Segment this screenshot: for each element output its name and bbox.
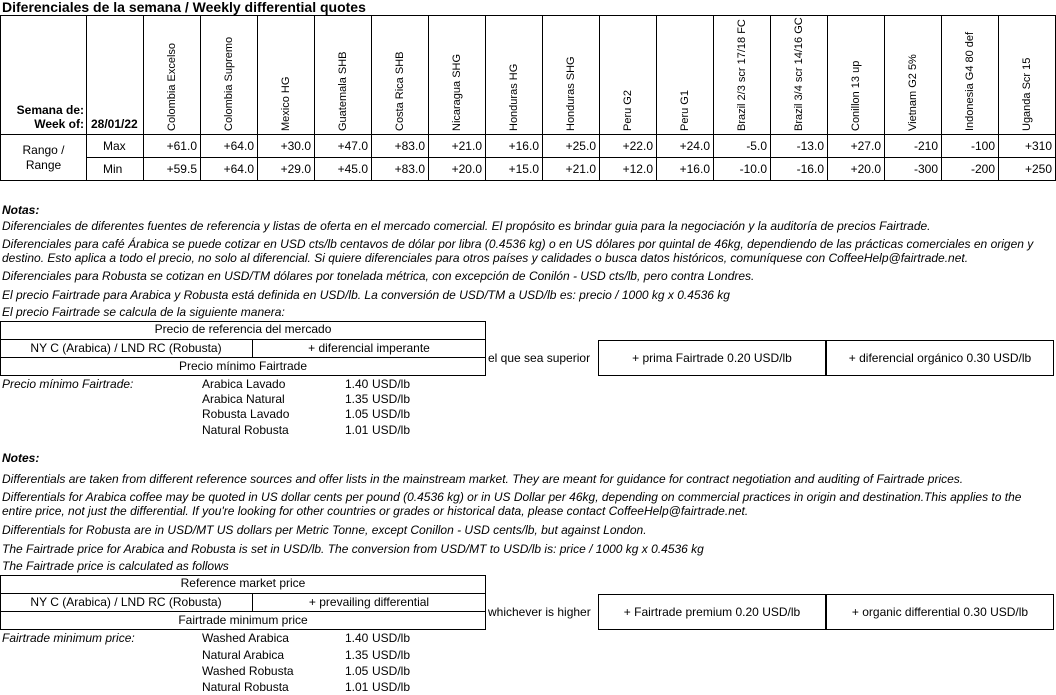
min-item-unit: USD/lb — [372, 377, 411, 391]
note-line: Diferenciales de diferentes fuentes de referencia y listas de oferta en el mercado comercial. El propósito es brindar guia para la negociación y la auditoría de precios Fairtrade. — [2, 219, 931, 233]
table-cell: +64.0 — [201, 135, 258, 158]
min-item-value: 1.40 — [345, 377, 369, 391]
column-header: Mexico HG — [258, 16, 315, 135]
column-header: Brazil 2/3 scr 17/18 FC — [714, 16, 771, 135]
min-item-unit: USD/lb — [372, 423, 411, 437]
table-cell: +20.0 — [828, 158, 885, 181]
table-cell: +24.0 — [657, 135, 714, 158]
header-row — [1, 16, 1056, 135]
row-label-min: Min — [87, 158, 144, 181]
column-header: Conillon 13 up — [828, 16, 885, 135]
table-cell: +30.0 — [258, 135, 315, 158]
column-header: Brazil 3/4 scr 14/16 GC — [771, 16, 828, 135]
table-cell: -300 — [885, 158, 942, 181]
table-cell: +12.0 — [600, 158, 657, 181]
min-item-name: Washed Arabica — [202, 631, 289, 645]
whichever-en: whichever is higher — [488, 605, 591, 619]
min-label-en: Fairtrade minimum price: — [2, 631, 135, 645]
table-cell: +61.0 — [144, 135, 201, 158]
table-cell: -200 — [942, 158, 999, 181]
column-header: Honduras SHG — [543, 16, 600, 135]
week-date: 28/01/22 — [87, 16, 144, 135]
table-cell: +25.0 — [543, 135, 600, 158]
note-line: Differentials for Arabica coffee may be quoted in US dollar cents per pound (0.4536 kg) or in US Dollar per 46kg, depending on commercial practices in origin and destination.This applies to the entire price, not just the differential. If you're looking for other countries or grades or historical data, please contact CoffeeHelp@fairtrade.net. — [2, 490, 1022, 518]
week-label: Semana de: Week of: — [1, 16, 87, 135]
min-item-name: Arabica Lavado — [202, 377, 286, 391]
column-header: Guatemala SHB — [315, 16, 372, 135]
organic-box-es: + diferencial orgánico 0.30 USD/lb — [826, 340, 1054, 376]
plus-diff-es: + diferencial imperante — [308, 341, 430, 355]
row-label-max: Max — [87, 135, 144, 158]
min-item-value: 1.40 — [345, 631, 369, 645]
divider — [0, 339, 486, 340]
table-cell: +250 — [999, 158, 1056, 181]
min-item-name: Robusta Lavado — [202, 407, 290, 421]
table-cell: +21.0 — [543, 158, 600, 181]
divider — [0, 611, 486, 612]
min-item-unit: USD/lb — [372, 664, 411, 678]
note-line: Differentials are taken from different reference sources and offer lists in the mainstream market. They are meant for guidance for contract negotiation and auditing of Fairtrade prices. — [2, 472, 964, 486]
table-cell: +16.0 — [486, 135, 543, 158]
divider — [0, 593, 486, 594]
min-item-unit: USD/lb — [372, 407, 411, 421]
table-cell: +310 — [999, 135, 1056, 158]
table-cell: -13.0 — [771, 135, 828, 158]
min-item-value: 1.01 — [345, 423, 369, 437]
note-line: Diferenciales para café Árabica se puede cotizar en USD cts/lb centavos de dólar por libra (0.4536 kg) o en US dólares por quintal de 46kg, dependiendo de las prácticas comerciales en origen y destino. Esto aplica a todo el precio, no solo al diferencial. Si quiere diferenciales para otros países y calidades o busca datos históricos, comuníquese con CoffeeHelp@fairtrade.net. — [2, 237, 1034, 265]
divider — [0, 357, 486, 358]
ref-price-en: Reference market price — [180, 576, 306, 590]
table-cell: +45.0 — [315, 158, 372, 181]
table-cell: +20.0 — [429, 158, 486, 181]
note-line: Differentials for Robusta are in USD/MT US dollars per Metric Tonne, except Conillon - USD cents/lb, but against London. — [2, 523, 647, 537]
table-cell: +47.0 — [315, 135, 372, 158]
page-title: Diferenciales de la semana / Weekly differential quotes — [2, 0, 366, 15]
table-cell: +22.0 — [600, 135, 657, 158]
min-item-unit: USD/lb — [372, 680, 411, 694]
market-en: NY C (Arabica) / LND RC (Robusta) — [30, 595, 222, 609]
range-label: Rango / Range — [1, 135, 87, 181]
table-cell: -16.0 — [771, 158, 828, 181]
table-cell: +83.0 — [372, 158, 429, 181]
column-header: Peru G2 — [600, 16, 657, 135]
min-item-unit: USD/lb — [372, 648, 411, 662]
min-item-name: Natural Robusta — [202, 423, 289, 437]
differentials-table — [0, 15, 1056, 181]
note-line: The Fairtrade price for Arabica and Robusta is set in USD/lb. The conversion from USD/MT to USD/lb is: price / 1000 kg x 0.4536 kg — [2, 542, 704, 556]
min-item-value: 1.01 — [345, 680, 369, 694]
notes-heading-es: Notas: — [2, 203, 40, 217]
market-es: NY C (Arabica) / LND RC (Robusta) — [30, 341, 222, 355]
min-item-value: 1.05 — [345, 664, 369, 678]
min-row — [1, 158, 1056, 181]
table-cell: +83.0 — [372, 135, 429, 158]
min-item-name: Natural Robusta — [202, 680, 289, 694]
note-line: El precio Fairtrade se calcula de la siguiente manera: — [2, 305, 285, 319]
min-item-name: Washed Robusta — [202, 664, 294, 678]
table-cell: +15.0 — [486, 158, 543, 181]
table-cell: -5.0 — [714, 135, 771, 158]
plus-diff-en: + prevailing differential — [308, 595, 430, 609]
max-row — [1, 135, 1056, 158]
column-header: Uganda Scr 15 — [999, 16, 1056, 135]
column-header: Costa Rica SHB — [372, 16, 429, 135]
min-price-box-en: Fairtrade minimum price — [178, 613, 308, 627]
min-label-es: Precio mínimo Fairtrade: — [2, 377, 134, 391]
premium-box-es: + prima Fairtrade 0.20 USD/lb — [598, 340, 826, 376]
min-price-box-es: Precio mínimo Fairtrade — [178, 359, 308, 373]
table-cell: -10.0 — [714, 158, 771, 181]
column-header: Vietnam G2 5% — [885, 16, 942, 135]
table-cell: -210 — [885, 135, 942, 158]
premium-box-en: + Fairtrade premium 0.20 USD/lb — [598, 594, 826, 630]
notes-heading-en: Notes: — [2, 451, 40, 465]
column-header: Indonesia G4 80 def — [942, 16, 999, 135]
min-item-unit: USD/lb — [372, 631, 411, 645]
table-cell: +27.0 — [828, 135, 885, 158]
table-cell: +16.0 — [657, 158, 714, 181]
min-item-unit: USD/lb — [372, 392, 411, 406]
min-item-value: 1.35 — [345, 392, 369, 406]
note-line: Diferenciales para Robusta se cotizan en USD/TM dólares por tonelada métrica, con excepción de Conilón - USD cts/lb, pero contra Londres. — [2, 269, 755, 283]
min-item-value: 1.35 — [345, 648, 369, 662]
whichever-es: el que sea superior — [488, 351, 591, 365]
table-cell: +59.5 — [144, 158, 201, 181]
min-item-name: Natural Arabica — [202, 648, 285, 662]
min-item-value: 1.05 — [345, 407, 369, 421]
ref-price-es: Precio de referencia del mercado — [154, 322, 332, 336]
organic-box-en: + organic differential 0.30 USD/lb — [826, 594, 1054, 630]
min-item-name: Arabica Natural — [202, 392, 285, 406]
table-cell: +64.0 — [201, 158, 258, 181]
column-header: Honduras HG — [486, 16, 543, 135]
note-line: The Fairtrade price is calculated as follows — [2, 559, 229, 573]
column-header: Colombia Excelso — [144, 16, 201, 135]
column-header: Colombia Supremo — [201, 16, 258, 135]
table-cell: +21.0 — [429, 135, 486, 158]
table-cell: +29.0 — [258, 158, 315, 181]
column-header: Nicaragua SHG — [429, 16, 486, 135]
table-cell: -100 — [942, 135, 999, 158]
note-line: El precio Fairtrade para Arabica y Robusta está definida en USD/lb. La conversión de USD/TM a USD/lb es: precio / 1000 kg x 0.4536 kg — [2, 288, 730, 302]
column-header: Peru G1 — [657, 16, 714, 135]
